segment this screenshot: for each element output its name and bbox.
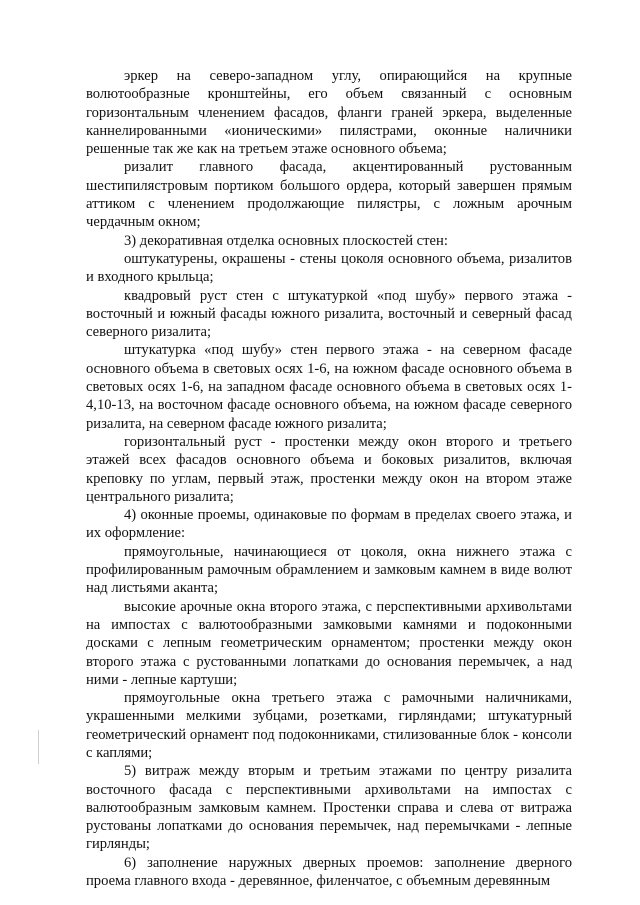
- paragraph-windows-heading: 4) оконные проемы, одинаковые по формам в пределах своего этажа, и их оформление:: [86, 507, 572, 542]
- paragraph-shuba: штукатурка «под шубу» стен первого этажа - на северном фасаде основного объема в световых осях 1-6, на южном фасаде основного объема в световых осях 1-6, на западном фасаде основного объема в световых осях 1-4,10-13, на восточном фасаде основного объема, на южном фасаде северного ризалита, на северном фасаде южного ризалита;: [86, 342, 572, 432]
- paragraph-kvadrovyi-rust: квадровый руст стен с штукатуркой «под шубу» первого этажа - восточный и южный фасады южного ризалита, восточный и северный фасад северного ризалита;: [86, 287, 572, 341]
- document-page: [86, 67, 572, 890]
- paragraph-windows-ground: прямоугольные, начинающиеся от цоколя, окна нижнего этажа с профилированным рамочным обрамлением и замковым камнем в виде волют над листьями аканта;: [86, 543, 572, 597]
- scan-margin-mark: [38, 730, 39, 764]
- paragraph-plaster: оштукатурены, окрашены - стены цоколя основного объема, ризалитов и входного крыльца;: [86, 250, 572, 286]
- paragraph-windows-third: прямоугольные окна третьего этажа с рамочными наличниками, украшенными мелкими зубцами, розетками, гирляндами; штукатурный геометрический орнамент под подоконниками, стилизованные блок - консоли с каплями;: [86, 690, 572, 761]
- paragraph-doors: 6) заполнение наружных дверных проемов: заполнение дверного проема главного входа - деревянное, филенчатое, с объемным деревянным: [86, 854, 572, 890]
- paragraph-erker: эркер на северо-западном углу, опирающийся на крупные волютообразные кронштейны, его объем связанный с основным горизонтальным членением фасадов, фланги граней эркера, выделенные каннелированными «ионическими» пилястрами, оконные наличники решенные так же как на третьем этаже основного объема;: [86, 68, 572, 158]
- paragraph-horizontal-rust: горизонтальный руст - простенки между окон второго и третьего этажей всех фасадов основного объема и боковых ризалитов, включая креповку по углам, первый этаж, простенки между окон на втором этаже центрального ризалита;: [86, 433, 572, 505]
- paragraph-rizalit: ризалит главного фасада, акцентированный рустованным шестипилястровым портиком большого ордера, который завершен прямым аттиком с членением продолжающие пилястры, с ложным арочным чердачным окном;: [86, 159, 572, 231]
- paragraph-decor-heading: 3) декоративная отделка основных плоскостей стен:: [124, 232, 448, 249]
- paragraph-windows-second: высокие арочные окна второго этажа, с перспективными архивольтами на импостах с валютообразными замковыми камнями и подоконными досками с лепным геометрическим орнаментом; простенки между окон второго этажа с рустованными лопатками до основания перемычек, а над ними - лепные картуши;: [86, 598, 572, 688]
- paragraph-vitrazh: 5) витраж между вторым и третьим этажами по центру ризалита восточного фасада с перспективными архивольтами на импостах с валютообразным замковым камнем. Простенки справа и слева от витража рустованы лопатками до основания перемычек, над перемычками - лепные гирлянды;: [86, 763, 572, 853]
